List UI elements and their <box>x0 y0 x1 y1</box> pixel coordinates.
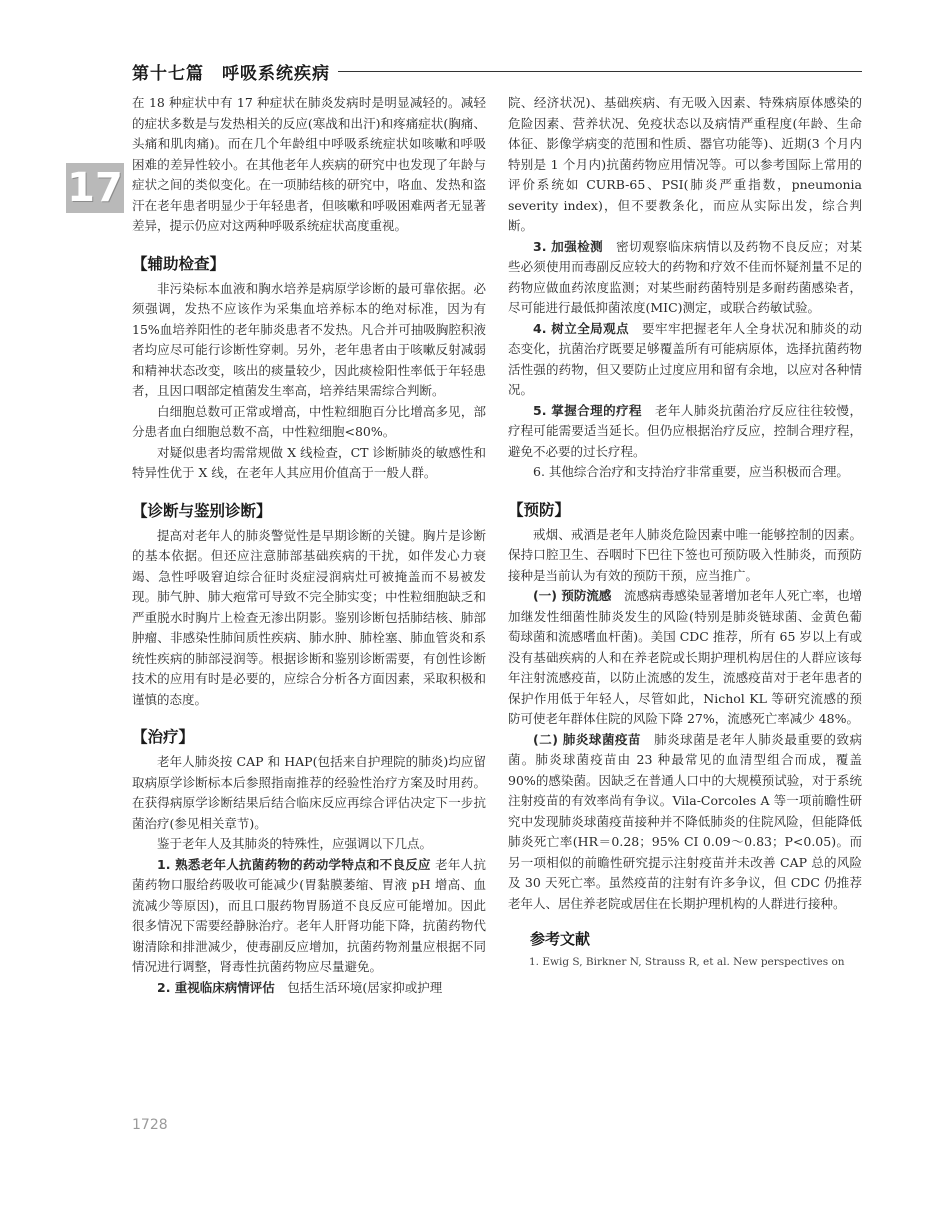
prevention-pneumococcal-text: 肺炎球菌是老年人肺炎最重要的致病菌。肺炎球菌疫苗由 23 种最常见的血清型组合而成，覆盖 90%的感染菌。因缺乏在普通人口中的大规模预试验，对于系统注射疫苗的有效率尚有争议。Vila-Corcoles A 等一项前瞻性研究中发现肺炎球菌疫苗接种并不降低肺炎的住院风险，但能降低肺炎死亡率(HR＝0.28；95% CI 0.09～0.83；P<0.05)。而另一项相似的前瞻性研究提示注射疫苗并未改善 CAP 总的风险及 30 天死亡率。虽然疫苗的注射有许多争议，但 CDC 仍推荐老年人、居住养老院或居住在长期护理机构的人群进行接种。 <box>508 731 862 911</box>
running-head <box>132 58 862 84</box>
diagnosis-paragraph: 提高对老年人的肺炎警觉性是早期诊断的关键。胸片是诊断的基本依据。但还应注意肺部基础疾病的干扰，如伴发心力衰竭、急性呼吸窘迫综合征时炎症浸润病灶可被掩盖而不易被发现。肺气肿、肺大疱常可导致不完全肺实变；中性粒细胞缺乏和严重脱水时胸片上检查无渗出阴影。鉴别诊断包括肺结核、肺部肿瘤、非感染性肺间质性疾病、肺水肿、肺栓塞、肺血管炎和系统性疾病的肺部浸润等。根据诊断和鉴别诊断需要，有创性诊断技术的应用有时是必要的，应综合分析各方面因素，采取积极和谨慎的态度。 <box>132 527 486 707</box>
prevention-flu-label: (一) 预防流感 <box>533 588 612 603</box>
treatment-item-1 <box>132 855 486 978</box>
continued-paragraph: 院、经济状况)、基础疾病、有无吸入因素、特殊病原体感染的危险因素、营养状况、免疫状态以及病情严重程度(年龄、生命体征、影像学病变的范围和性质、器官功能等)、近期(3 个月内特别是 1 个月内)抗菌药物应用情况等。可以参考国际上常用的评价系统如 CURB-65、PSI(肺炎严重指数，pneumonia severity index)，但不要教条化，而应从实际出发，综合判断。 <box>508 95 862 233</box>
right-column <box>508 93 862 970</box>
prevention-heading: 【预防】 <box>508 500 571 519</box>
treatment-item-5 <box>508 401 862 463</box>
running-head-title: 第十七篇 呼吸系统疾病 <box>132 63 330 84</box>
intro-paragraph: 在 18 种症状中有 17 种症状在肺炎发病时是明显减轻的。减轻的症状多数是与发热相关的反应(寒战和出汗)和疼痛症状(胸痛、头痛和肌肉痛)。而在几个年龄组中呼吸系统症状如咳嗽和呼吸困难的差异性较小。在其他老年人疾病的研究中也发现了年龄与症状之间的类似变化。在一项肺结核的研究中，咯血、发热和盗汗在老年患者明显少于年轻患者，但咳嗽和呼吸困难两者无显著差异，提示仍应对这两种呼吸系统症状高度重视。 <box>132 95 486 233</box>
treatment-item-3-label: 3. 加强检测 <box>533 238 604 254</box>
treatment-item-6: 6. 其他综合治疗和支持治疗非常重要，应当积极而合理。 <box>533 464 849 479</box>
running-head-rule <box>338 71 862 72</box>
references-heading: 参考文献 <box>530 930 591 948</box>
treatment-item-1-text: 老年人抗菌药物口服给药吸收可能减少(胃黏膜萎缩、胃液 pH 增高、血流减少等原因)，而且口服药物胃肠道不良反应可能增加。因此很多情况下需要经静脉治疗。老年人肝肾功能下降，抗菌药物代谢清除和排泄减少，使毒副反应增加，抗菌药物剂量应根据不同情况进行调整，肾毒性抗菌药物应尽量避免。 <box>132 856 486 974</box>
chapter-tab: 17 <box>67 165 123 211</box>
prevention-paragraph: 戒烟、戒酒是老年人肺炎危险因素中唯一能够控制的因素。保持口腔卫生、吞咽时下巴往下签也可预防吸入性肺炎，而预防接种是当前认为有效的预防干预，应当推广。 <box>508 526 862 583</box>
treatment-item-2-text: 包括生活环境(居家抑或护理 <box>287 979 443 995</box>
treatment-item-2 <box>132 978 486 999</box>
treatment-paragraph-1: 老年人肺炎按 CAP 和 HAP(包括来自护理院的肺炎)均应留取病原学诊断标本后参照指南推荐的经验性治疗方案及时用药。在获得病原学诊断结果后结合临床反应再综合评估决定下一步抗菌治疗(参见相关章节)。 <box>132 754 486 831</box>
treatment-paragraph-2: 鉴于老年人及其肺炎的特殊性，应强调以下几点。 <box>157 836 433 851</box>
diagnosis-heading: 【诊断与鉴别诊断】 <box>132 501 272 520</box>
treatment-heading: 【治疗】 <box>132 728 195 746</box>
aux-exam-paragraph-2: 白细胞总数可正常或增高，中性粒细胞百分比增高多见，部分患者血白细胞总数不高，中性粒细胞<80%。 <box>132 403 486 439</box>
prevention-flu <box>508 586 862 730</box>
page-number: 1728 <box>132 1117 168 1133</box>
treatment-item-4-label: 4. 树立全局观点 <box>533 320 630 336</box>
reference-item-1: 1. Ewig S, Birkner N, Strauss R, et al. New perspectives on <box>529 956 845 968</box>
prevention-pneumococcal-label: (二) 肺炎球菌疫苗 <box>533 731 642 747</box>
treatment-item-2-label: 2. 重视临床病情评估 <box>157 979 275 995</box>
treatment-item-3 <box>508 237 862 319</box>
treatment-item-4 <box>508 319 862 401</box>
treatment-item-5-text: 老年人肺炎抗菌治疗反应往往较慢，疗程可能需要适当延长。但仍应根据治疗反应，控制合理疗程，避免不必要的过长疗程。 <box>508 402 862 459</box>
aux-exam-paragraph-3: 对疑似患者均需常规做 X 线检查，CT 诊断肺炎的敏感性和特异性优于 X 线，在老年人其应用价值高于一般人群。 <box>132 444 486 480</box>
treatment-item-4-text: 要牢牢把握老年人全身状况和肺炎的动态变化，抗菌治疗既要足够覆盖所有可能病原体，选择抗菌药物活性强的药物，但又要防止过度应用和留有余地，以应对各种情况。 <box>508 320 862 397</box>
prevention-flu-text: 流感病毒感染显著增加老年人死亡率，也增加继发性细菌性肺炎发生的风险(特别是肺炎链球菌、金黄色葡萄球菌和流感嗜血杆菌)。美国 CDC 推荐，所有 65 岁以上有或没有基础疾病的人和在养老院或长期护理机构居住的人群应该每年注射流感疫苗，以防止流感的发生，流感疫苗对于老年患者的保护作用低于年轻人，尽管如此，Nichol KL 等研究流感的预防可使老年群体住院的风险下降 27%，流感死亡率减少 48%。 <box>508 588 862 726</box>
treatment-item-5-label: 5. 掌握合理的疗程 <box>533 402 643 418</box>
aux-exam-paragraph-1: 非污染标本血液和胸水培养是病原学诊断的最可靠依据。必须强调，发热不应该作为采集血培养标本的绝对标准，因为有 15%血培养阳性的老年肺炎患者不发热。凡合并可抽吸胸腔积液者均应尽可能行诊断性穿刺。另外，老年患者由于咳嗽反射减弱和精神状态改变，咳出的痰量较少，因此痰检阳性率低于年轻患者，且因口咽部定植菌发生率高，培养结果需综合判断。 <box>132 280 486 398</box>
treatment-item-3-text: 密切观察临床病情以及药物不良反应；对某些必须使用而毒副反应较大的药物和疗效不佳而怀疑剂量不足的药物应做血药浓度监测；对某些耐药菌特别是多耐药菌感染者，尽可能进行最低抑菌浓度(MIC)测定，或联合药敏试验。 <box>508 238 862 315</box>
left-column <box>132 93 486 998</box>
prevention-pneumococcal <box>508 730 862 915</box>
treatment-item-1-label: 1. 熟悉老年人抗菌药物的药动学特点和不良反应 <box>157 856 431 872</box>
aux-exam-heading: 【辅助检查】 <box>132 254 226 273</box>
